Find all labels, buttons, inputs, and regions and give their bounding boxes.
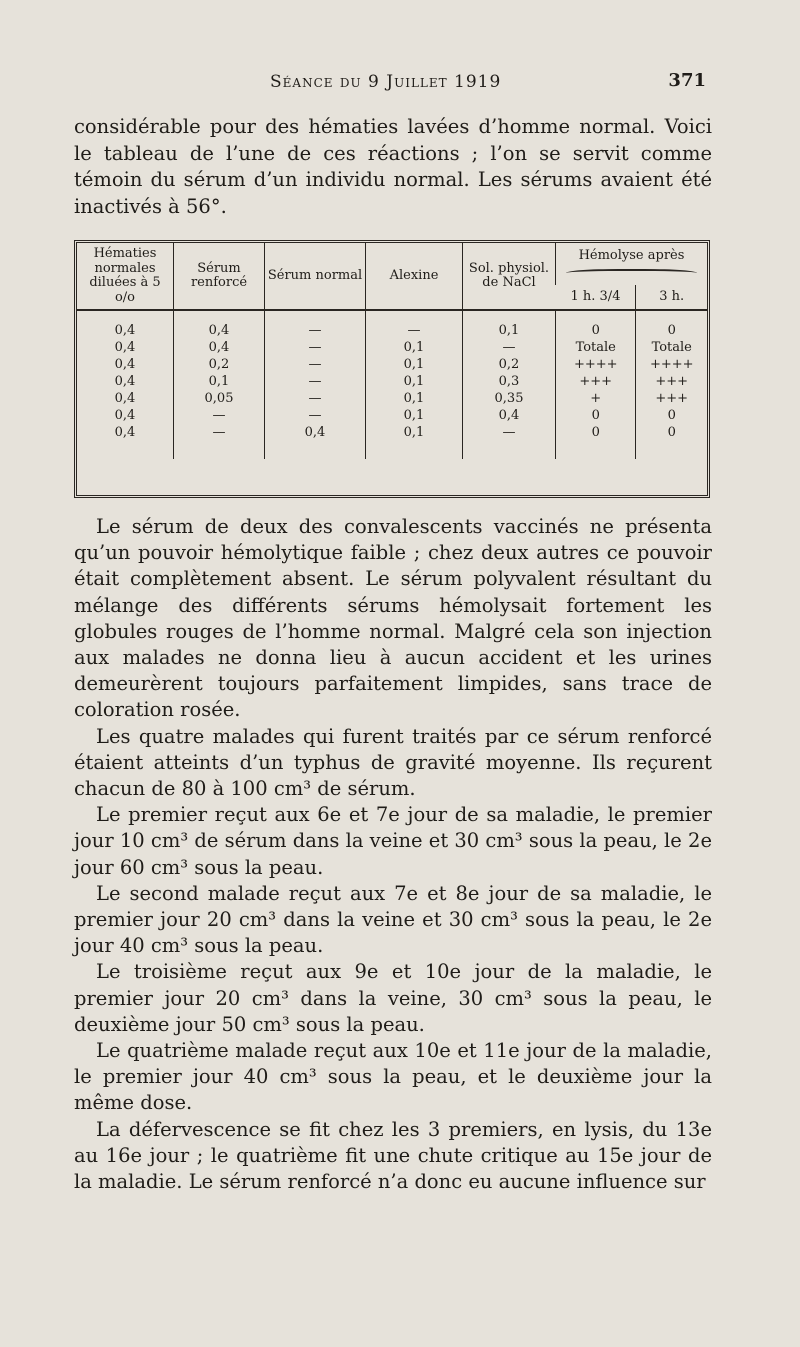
table-cell: 0,4: [114, 357, 136, 373]
table-spacer-cell: [265, 442, 366, 459]
table-row: [77, 408, 707, 425]
table-cell: 0: [556, 408, 636, 425]
table-spacer-cell: [636, 442, 707, 459]
table-cell: 0,1: [366, 391, 463, 408]
table-cell: 0,3: [463, 374, 556, 391]
table-cell: 0,4: [265, 425, 366, 442]
table-row: [77, 357, 707, 374]
table-cell: 0,1: [366, 340, 463, 357]
table-cell: 0,4: [114, 374, 136, 390]
table-spacer-cell: [556, 442, 636, 459]
col-alexine: Alexine: [366, 243, 463, 310]
table-row: [77, 310, 707, 340]
table-spacer-row: [77, 442, 707, 459]
table-body: [77, 310, 707, 459]
table-spacer-cell: [463, 442, 556, 459]
table-spacer-cell: [174, 442, 265, 459]
col-1h34: 1 h. 3/4: [556, 285, 636, 310]
table-row: [77, 391, 707, 408]
table-cell: 0,1: [366, 408, 463, 425]
table-cell: +++: [636, 374, 707, 391]
table-cell: 0,2: [174, 357, 265, 374]
intro-paragraph: [74, 114, 712, 220]
table-cell: 0: [636, 408, 707, 425]
table-cell: +++: [556, 374, 636, 391]
table-cell: —: [265, 357, 366, 374]
col-sol-physiol: Sol. physiol. de NaCl: [463, 243, 556, 310]
table-cell: —: [174, 425, 265, 442]
table-row: [77, 374, 707, 391]
table-cell: ++++: [556, 357, 636, 374]
table-cell: 0: [636, 425, 707, 442]
page-number: 371: [668, 70, 706, 91]
table-cell: —: [265, 374, 366, 391]
table-cell: 0,1: [366, 357, 463, 374]
running-header: [0, 72, 800, 98]
table-cell: 0,05: [174, 391, 265, 408]
table-cell: —: [366, 310, 463, 340]
table-cell: 0,35: [463, 391, 556, 408]
table-cell: 0,4: [174, 340, 265, 357]
table-cell: +: [556, 391, 636, 408]
table-cell: 0,4: [114, 391, 136, 407]
paragraph-2: Les quatre malades qui furent traités par ce sérum renforcé étaient atteints d’un typhus de gravité moyenne. Ils reçurent chacun de 80 à 100 cm³ de sérum.: [74, 724, 712, 801]
header-title: Séance du 9 Juillet 1919: [270, 72, 502, 92]
hemolyse-label: Hémolyse après: [578, 247, 685, 263]
table-cell: —: [174, 408, 265, 425]
table-cell: 0,4: [463, 408, 556, 425]
col-hematies: Hématies normales diluées à 5 o/o: [77, 243, 174, 310]
paragraph-6: Le quatrième malade reçut aux 10e et 11e jour de la maladie, le premier jour 40 cm³ sous la peau, et le deuxième jour la même dose.: [74, 1039, 712, 1115]
table-cell: —: [463, 425, 556, 442]
table-cell: 0,4: [114, 425, 136, 441]
table-cell: +++: [636, 391, 707, 408]
table-cell: 0,4: [114, 340, 136, 356]
paragraph-3: Le premier reçut aux 6e et 7e jour de sa maladie, le premier jour 10 cm³ de sérum dans la veine et 30 cm³ sous la peau, le 2e jour 60 cm³ sous la peau.: [74, 803, 712, 879]
table-cell: Totale: [556, 340, 636, 357]
col-hemolyse-apres: [556, 243, 708, 285]
table-row: [77, 340, 707, 357]
table-cell: 0,1: [366, 374, 463, 391]
table-spacer-cell: [77, 442, 174, 459]
col-serum-renforce: Sérum renforcé: [174, 243, 265, 310]
body-text: [74, 514, 712, 1195]
table-cell: 0,4: [174, 310, 265, 340]
table-cell: 0: [636, 310, 707, 340]
table-cell: —: [265, 408, 366, 425]
table-cell: —: [463, 340, 556, 357]
col-3h: 3 h.: [636, 285, 707, 310]
paragraph-4: Le second malade reçut aux 7e et 8e jour de sa maladie, le premier jour 20 cm³ dans la veine et 30 cm³ sous la peau, le 2e jour 40 cm³ sous la peau.: [74, 881, 712, 958]
brace-mark: [566, 269, 697, 279]
table-spacer-cell: [366, 442, 463, 459]
table-cell: 0,1: [366, 425, 463, 442]
table-cell: —: [265, 310, 366, 340]
table-cell: 0,2: [463, 357, 556, 374]
col-serum-normal: Sérum normal: [265, 243, 366, 310]
table-cell: 0: [556, 310, 636, 340]
table-cell: 0,1: [463, 310, 556, 340]
table-cell: 0,4: [114, 323, 136, 339]
paragraph-7: La défervescence se fit chez les 3 premiers, en lysis, du 13e au 16e jour ; le quatrième fit une chute critique au 15e jour de la maladie. Le sérum renforcé n’a donc eu aucune influence sur: [74, 1117, 712, 1194]
hemolysis-table: [74, 240, 710, 498]
table-cell: ++++: [636, 357, 707, 374]
table-cell: —: [265, 391, 366, 408]
intro-text: considérable pour des hématies lavées d’homme normal. Voici le tableau de l’une de ces réactions ; l’on se servit comme témoin du sérum d’un individu normal. Les sérums avaient été inactivés à 56°.: [74, 115, 712, 218]
paragraph-5: Le troisième reçut aux 9e et 10e jour de la maladie, le premier jour 20 cm³ dans la veine, 30 cm³ sous la peau, le deuxième jour 50 cm³ sous la peau.: [74, 960, 712, 1036]
table-row: [77, 425, 707, 442]
table-cell: 0,1: [174, 374, 265, 391]
table-cell: 0,4: [114, 408, 136, 424]
table-cell: 0: [556, 425, 636, 442]
paragraph-1: Le sérum de deux des convalescents vaccinés ne présenta qu’un pouvoir hémolytique faible ; chez deux autres ce pouvoir était complètement absent. Le sérum polyvalent résultant du mélange des différents sérums hémolysait fortement les globules rouges de l’homme normal. Malgré cela son injection aux malades ne donna lieu à aucun accident et les urines demeurèrent toujours parfaitement limpides, sans trace de coloration rosée.: [74, 515, 712, 722]
results-table: [77, 243, 707, 459]
table-cell: Totale: [636, 340, 707, 357]
table-cell: —: [265, 340, 366, 357]
